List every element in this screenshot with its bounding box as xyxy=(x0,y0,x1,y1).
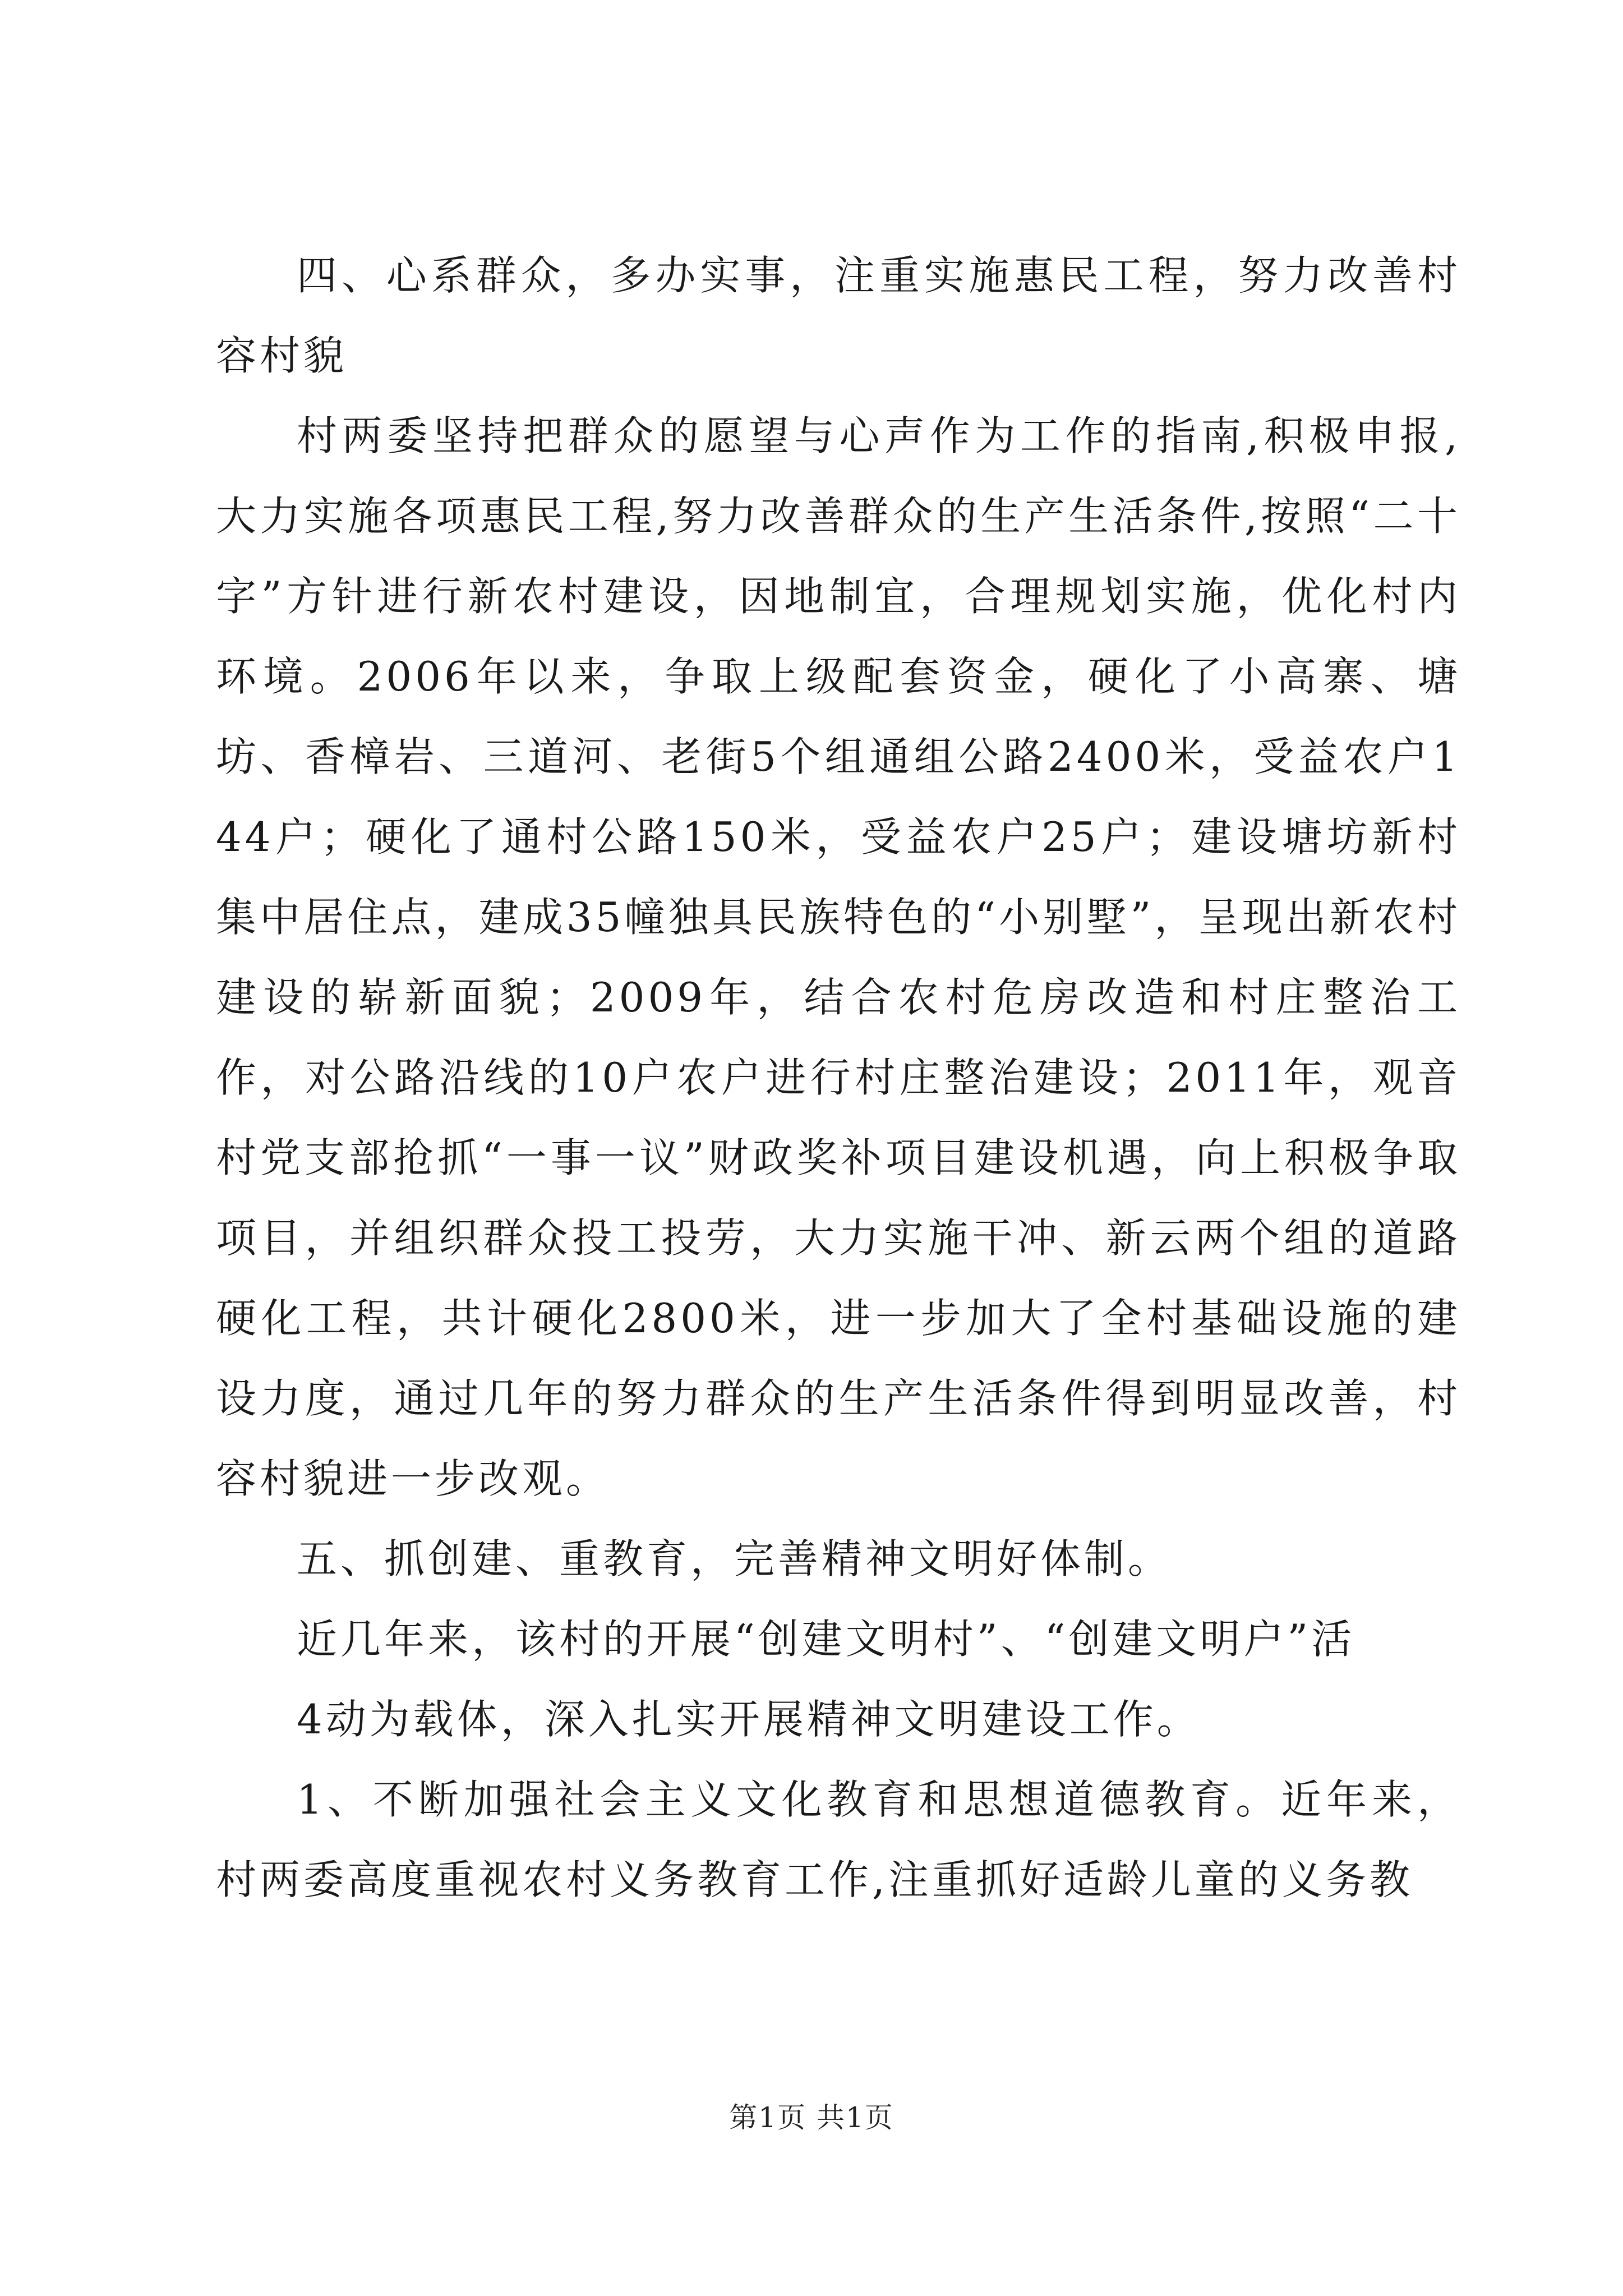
heading-section-five: 五、抓创建、重教育，完善精神文明好体制。 xyxy=(297,1535,1172,1582)
document-body xyxy=(216,236,1461,1920)
paragraph-village-works: 村两委坚持把群众的愿望与心声作为工作的指南,积极申报,大力实施各项惠民工程,努力改善群众的生产生活条件,按照“二十字”方针进行新农村建设，因地制宜，合理规划实施，优化村内环境。2006年以来，争取上级配套资金，硬化了小高寨、塘坊、香樟岩、三道河、老街5个组通组公路2400米，受益农户144户；硬化了通村公路150米，受益农户25户；建设塘坊新村集中居住点，建成35幢独具民族特色的“小别墅”，呈现出新农村建设的崭新面貌；2009年，结合农村危房改造和村庄整治工作，对公路沿线的10户农户进行村庄整治建设；2011年，观音村党支部抢抓“一事一议”财政奖补项目建设机遇，向上积极争取项目，并组织群众投工投劳，大力实施干冲、新云两个组的道路硬化工程，共计硬化2800米，进一步加大了全村基础设施的建设力度，通过几年的努力群众的生产生活条件得到明显改善，村容村貌进一步改观。 xyxy=(216,412,1461,1502)
heading-section-four: 四、心系群众，多办实事，注重实施惠民工程，努力改善村容村貌 xyxy=(216,252,1461,379)
paragraph-civilization-intro: 近几年来，该村的开展“创建文明村”、“创建文明户”活 xyxy=(297,1616,1355,1663)
paragraph-civilization-cont: 4动为载体，深入扎实开展精神文明建设工作。 xyxy=(297,1696,1201,1743)
page-footer: 第1页 共1页 xyxy=(729,2101,894,2134)
paragraph-education: 1、不断加强社会主义文化教育和思想道德教育。近年来，村两委高度重视农村义务教育工作,注重抓好适龄儿童的义务教 xyxy=(216,1776,1461,1903)
